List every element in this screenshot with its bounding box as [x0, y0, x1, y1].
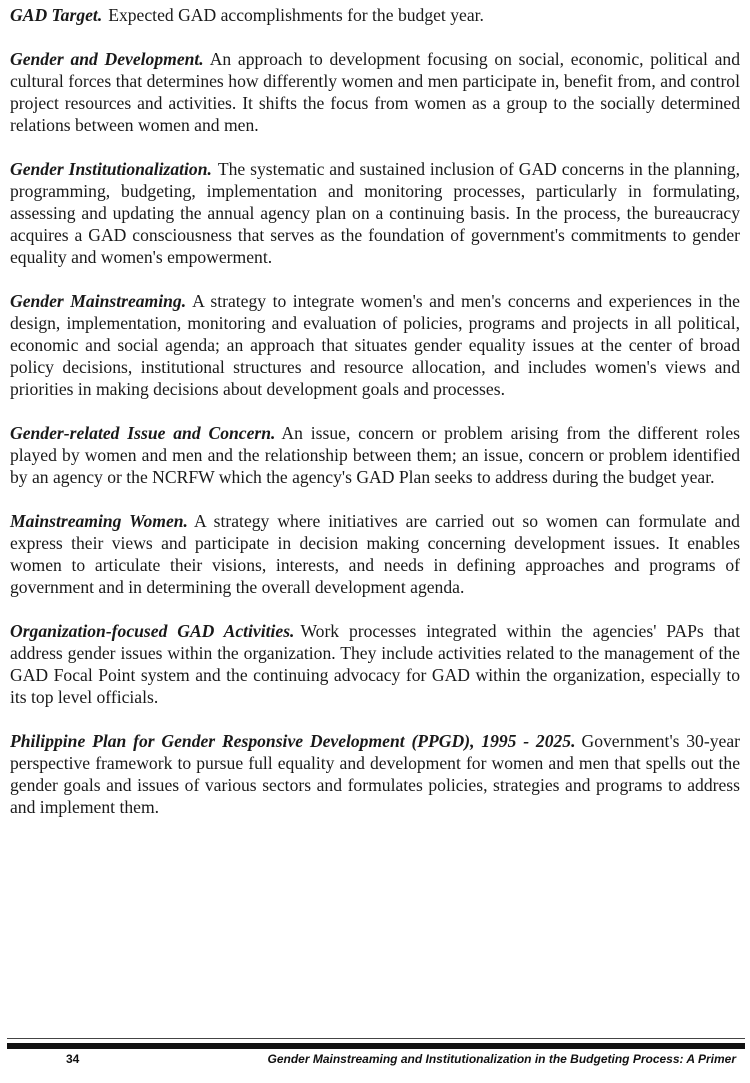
page-number: 34: [66, 1052, 80, 1066]
glossary-definition: Expected GAD accomplishments for the budget year.: [108, 5, 484, 25]
glossary-term: Gender and Development.: [10, 49, 204, 69]
glossary-definition: An issue, concern or problem arising from the different roles played by women and men and the relationship between them; an issue, concern or problem identified by an agency or the NCRFW which the agency's GAD Plan seeks to address during the budget year.: [10, 423, 740, 487]
glossary-term: Gender-related Issue and Concern.: [10, 423, 276, 443]
footer-rule: [7, 1043, 745, 1049]
glossary-term: Gender Mainstreaming.: [10, 291, 187, 311]
glossary-entry: [10, 48, 740, 136]
running-title: Gender Mainstreaming and Institutionalization in the Budgeting Process: A Primer: [267, 1052, 736, 1066]
glossary-term: GAD Target.: [10, 5, 103, 25]
page-footer: [0, 1052, 750, 1072]
glossary-term: Gender Institutionalization.: [10, 159, 212, 179]
glossary-entry: [10, 4, 740, 26]
glossary-definition: Government's 30-year perspective framework to pursue full equality and development for women and men that spells out the gender goals and issues of various sectors and formulates policies, strategies and programs to address and implement them.: [10, 731, 740, 817]
glossary-definition: An approach to development focusing on social, economic, political and cultural forces that determines how differently women and men participate in, benefit from, and control project resources and activities. It shifts the focus from women as a group to the socially determined relations between women and men.: [10, 49, 740, 135]
glossary: [10, 4, 740, 840]
glossary-term: Mainstreaming Women.: [10, 511, 188, 531]
glossary-term: Organization-focused GAD Activities.: [10, 621, 295, 641]
glossary-definition: Work processes integrated within the agencies' PAPs that address gender issues within the organization. They include activities related to the management of the GAD Focal Point system and the continuing advocacy for GAD within the organization, especially to its top level officials.: [10, 621, 740, 707]
glossary-entry: [10, 158, 740, 268]
glossary-definition: A strategy to integrate women's and men's concerns and experiences in the design, implementation, monitoring and evaluation of policies, programs and projects in all political, economic and social agenda; an approach that situates gender equality issues at the center of broad policy decisions, institutional structures and resource allocation, and includes women's views and priorities in making decisions about development goals and processes.: [10, 291, 740, 399]
glossary-entry: [10, 510, 740, 598]
glossary-term: Philippine Plan for Gender Responsive Development (PPGD), 1995 - 2025.: [10, 731, 576, 751]
glossary-entry: [10, 620, 740, 708]
glossary-definition: The systematic and sustained inclusion of GAD concerns in the planning, programming, budgeting, implementation and monitoring processes, particularly in formulating, assessing and updating the annual agency plan on a continuing basis. In the process, the bureaucracy acquires a GAD consciousness that serves as the foundation of government's commitments to gender equality and women's empowerment.: [10, 159, 740, 267]
glossary-entry: [10, 422, 740, 488]
glossary-entry: [10, 290, 740, 400]
glossary-entry: [10, 730, 740, 818]
footer-rule-thin: [7, 1038, 745, 1039]
glossary-definition: A strategy where initiatives are carried out so women can formulate and express their views and participate in decision making concerning development issues. It enables women to articulate their visions, interests, and needs in defining approaches and programs of government and in determining the overall development agenda.: [10, 511, 740, 597]
